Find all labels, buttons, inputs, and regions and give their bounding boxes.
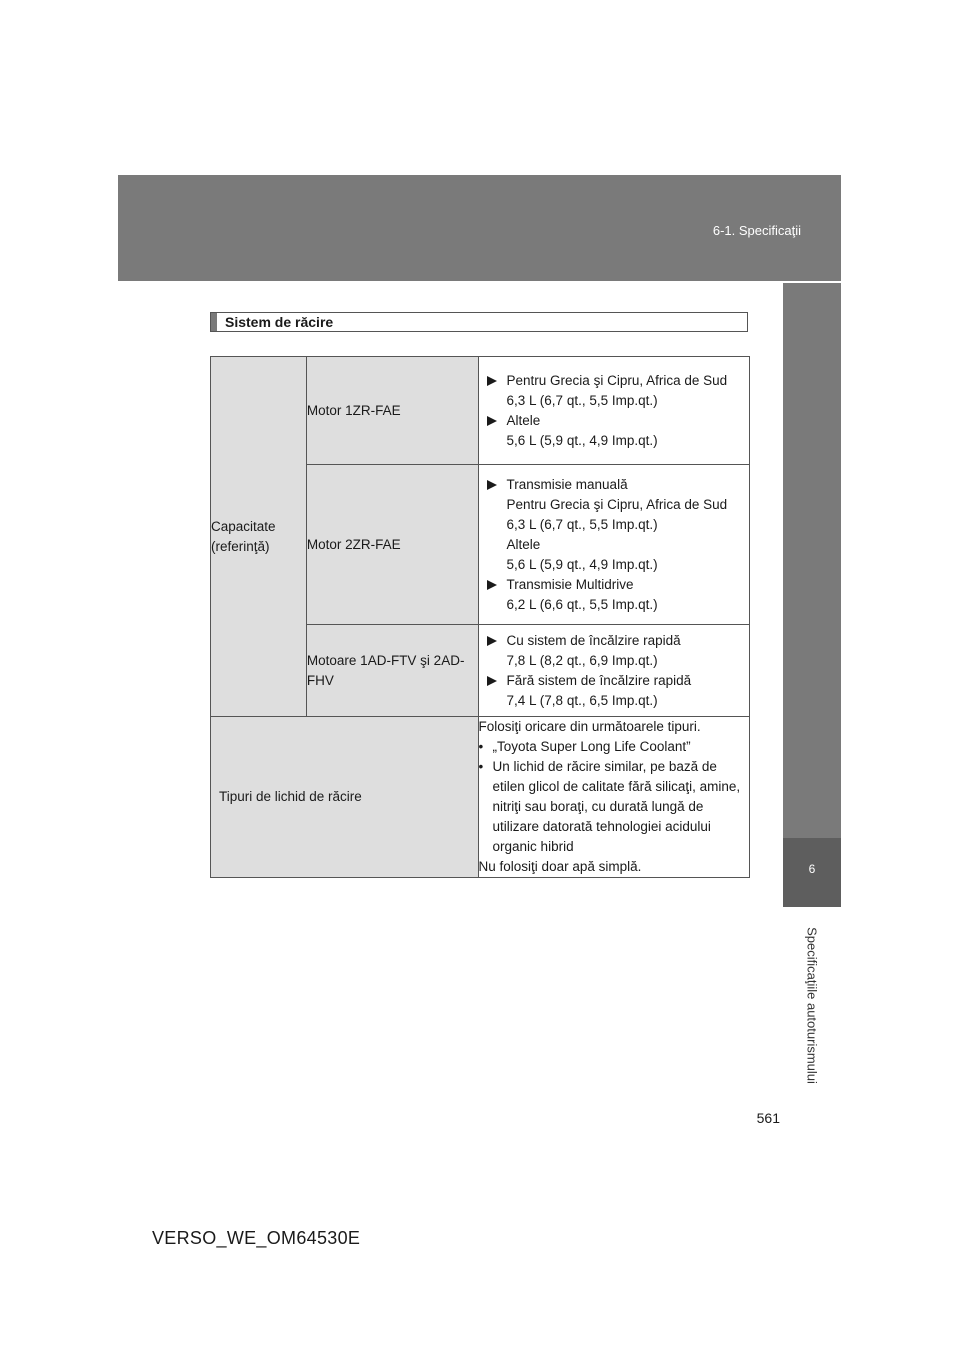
chapter-number: 6 [808,862,816,876]
coolant-note: Nu folosiţi doar apă simplă. [478,859,642,874]
list-item: 7,8 L (8,2 qt., 6,9 Imp.qt.) [506,652,658,668]
chapter-side-tab [783,283,841,907]
list-item: 5,6 L (5,9 qt., 4,9 Imp.qt.) [506,432,658,448]
arrow-right-icon [487,480,497,490]
arrow-right-icon [487,416,497,426]
list-item: Altele [506,536,541,552]
engine-values [478,357,749,465]
list-item: 6,2 L (6,6 qt., 5,5 Imp.qt.) [506,596,658,612]
cooling-spec-table [210,356,750,878]
list-item: Transmisie Multidrive [479,575,749,595]
engine-name: Motor 2ZR-FAE [306,465,478,625]
section-heading-marker [211,313,217,331]
list-item: Pentru Grecia şi Cipru, Africa de Sud [506,496,728,512]
list-item: 5,6 L (5,9 qt., 4,9 Imp.qt.) [506,556,658,572]
list-item: • „Toyota Super Long Life Coolant” [478,739,691,754]
coolant-types-values [478,717,749,878]
section-heading [210,312,748,332]
arrow-right-icon [487,636,497,646]
coolant-types-label: Tipuri de lichid de răcire [211,717,479,878]
list-item: Cu sistem de încălzire rapidă [479,631,749,651]
list-item: • Un lichid de răcire similar, pe bază de etilen glicol de calitate fără silicaţi, amine, nitriţi sau boraţi, cu durată lungă de utilizare datorată tehnologiei acidului organic hibrid [478,759,741,854]
table-row [211,717,750,878]
list-item: 7,4 L (7,8 qt., 6,5 Imp.qt.) [506,692,658,708]
table-row [211,357,750,465]
arrow-right-icon [487,376,497,386]
page-number: 561 [756,1110,780,1126]
list-item: 6,3 L (6,7 qt., 5,5 Imp.qt.) [506,392,658,408]
header-band [118,175,841,281]
list-item: 6,3 L (6,7 qt., 5,5 Imp.qt.) [506,516,658,532]
capacity-label: Capacitate (referinţă) [211,357,307,717]
list-item: Fără sistem de încălzire rapidă [479,671,749,691]
engine-values [478,465,749,625]
list-item: Transmisie manuală [479,475,749,495]
arrow-right-icon [487,580,497,590]
list-item: Altele [479,411,749,431]
engine-name: Motoare 1AD-FTV şi 2AD-FHV [306,625,478,717]
list-item: Pentru Grecia şi Cipru, Africa de Sud [479,371,749,391]
header-section-title: 6-1. Specificaţii [712,223,801,238]
engine-name: Motor 1ZR-FAE [306,357,478,465]
chapter-title: Specificaţiile autoturismului [804,927,820,1084]
document-code: VERSO_WE_OM64530E [152,1228,361,1248]
arrow-right-icon [487,676,497,686]
section-title: Sistem de răcire [225,314,334,330]
coolant-intro: Folosiţi oricare din următoarele tipuri. [478,719,701,734]
engine-values [478,625,749,717]
